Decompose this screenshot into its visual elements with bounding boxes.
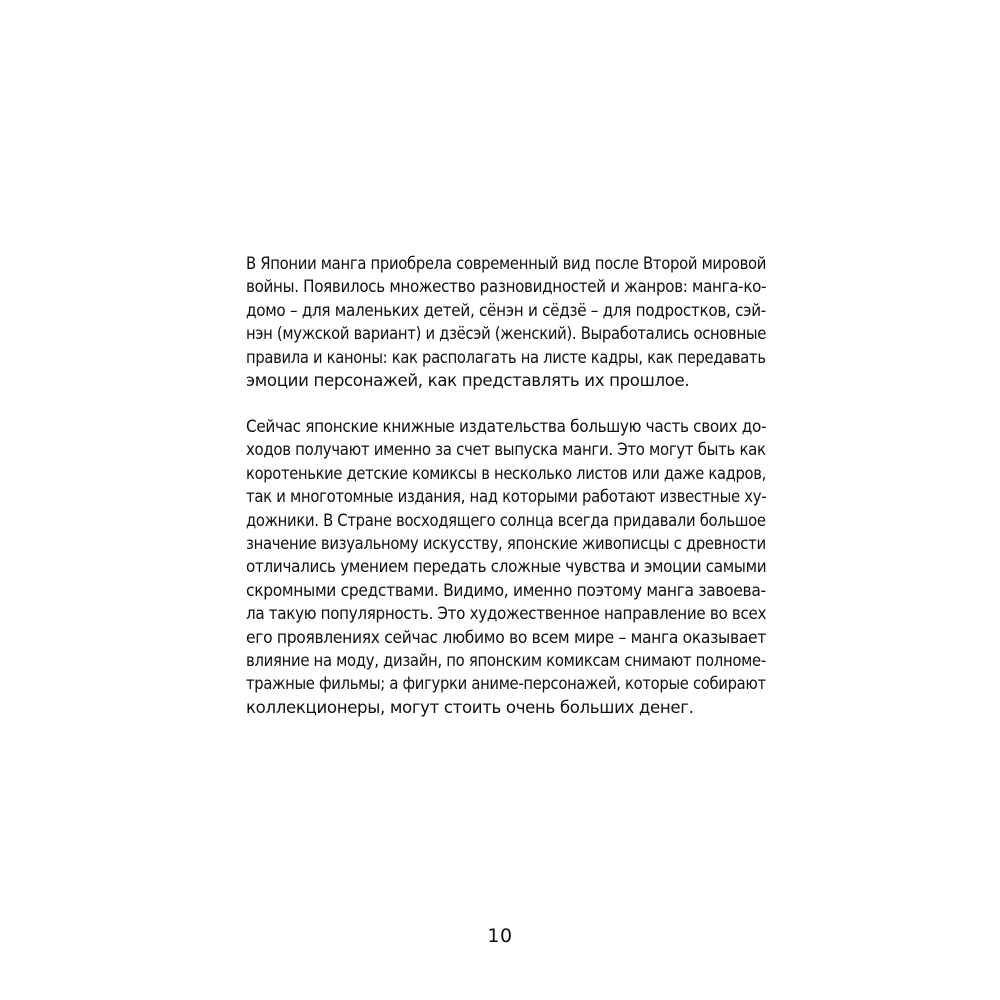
paragraph-line: нэн (мужской вариант) и дзёсэй (женский). Выработались основные — [246, 324, 767, 344]
paragraph-line: эмоции персонажей, как представлять их прошлое. — [246, 370, 690, 390]
paragraph-line: коллекционеры, могут стоить очень больших денег. — [246, 697, 694, 717]
paragraph-line: влияние на моду, дизайн, по японским комиксам снимают полноме- — [246, 650, 766, 670]
page-number: 10 — [487, 925, 513, 947]
paragraph-line: Сейчас японские книжные издательства большую часть своих до- — [246, 417, 767, 436]
paragraph-line: войны. Появилось множество разновидностей и жанров: манга-ко- — [246, 277, 767, 297]
paragraph-line: отличались умением передать сложные чувства и эмоции самыми — [246, 557, 767, 577]
paragraph-2 — [246, 415, 766, 719]
paragraph-line: домо – для маленьких детей, сёнэн и сёдзё – для подростков, сэй- — [246, 300, 766, 320]
paragraph-line: правила и каноны: как располагать на листе кадры, как передавать — [246, 347, 766, 367]
paragraph-line: дожники. В Стране восходящего солнца всегда придавали большое — [246, 510, 766, 530]
paragraph-line: так и многотомные издания, над которыми работают известные ху- — [246, 487, 767, 507]
paragraph-line: ла такую популярность. Это художественное направление во всех — [246, 604, 767, 624]
paragraph-line: ходов получают именно за счет выпуска манги. Это могут быть как — [246, 440, 766, 460]
paragraph-line: его проявлениях сейчас любимо во всем мире – манга оказывает — [246, 627, 766, 647]
paragraph-line: коротенькие детские комиксы в несколько листов или даже кадров, — [246, 463, 766, 483]
paragraph-line: скромными средствами. Видимо, именно поэтому манга завоева- — [246, 580, 766, 600]
paragraph-1 — [246, 252, 766, 392]
paragraph-line: В Японии манга приобрела современный вид после Второй мировой — [246, 254, 767, 273]
paragraph-line: тражные фильмы; а фигурки аниме-персонажей, которые собирают — [246, 674, 766, 694]
paragraph-line: значение визуальному искусству, японские живописцы с древности — [246, 533, 766, 553]
